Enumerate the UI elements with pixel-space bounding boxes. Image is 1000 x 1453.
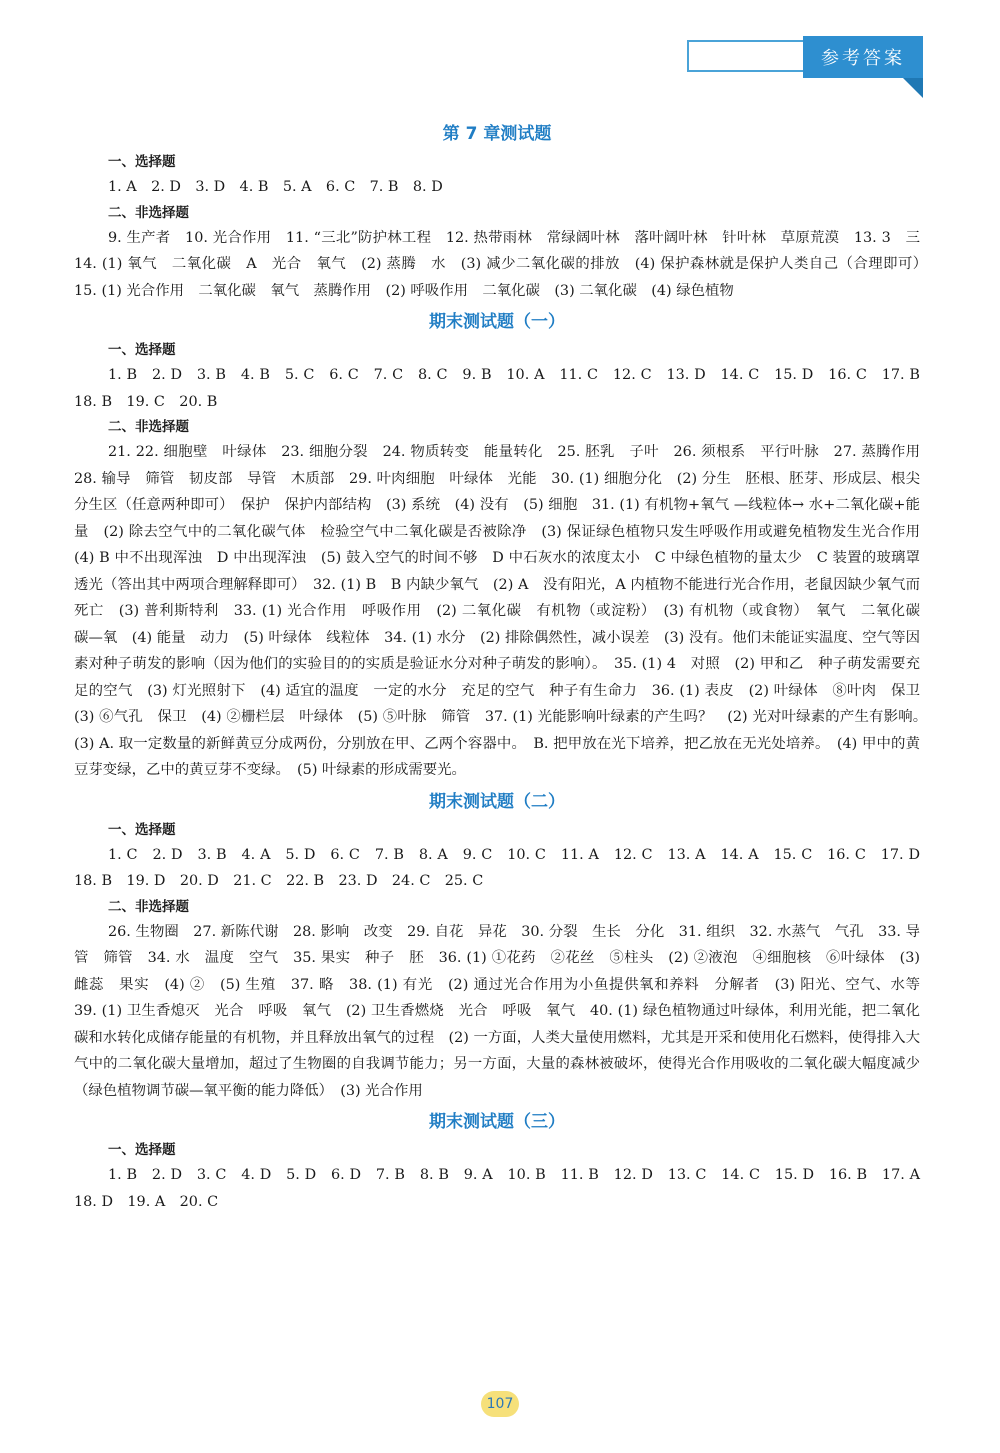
- section-final-test-1: [74, 310, 935, 784]
- nonchoice-heading: 二、非选择题: [108, 898, 189, 915]
- choice-heading: 一、选择题: [108, 821, 176, 838]
- section-title: 期末测试题（三）: [429, 1112, 565, 1132]
- section-title: 第 7 章测试题: [442, 124, 552, 144]
- section-title: 期末测试题（一）: [429, 312, 565, 332]
- page-number: 107: [481, 1391, 519, 1417]
- choice-answers: 1. C 2. D 3. B 4. A 5. D 6. C 7. B 8. A 9. C 10. C 11. A 12. C 13. A 14. A 15. C 16. C 17. D 18. B 19. D 20. D 21. C 22. B 23. D 24. C 25. C: [74, 846, 935, 889]
- nonchoice-answers: 26. 生物圈 27. 新陈代谢 28. 影响 改变 29. 自花 异花 30. 分裂 生长 分化 31. 组织 32. 水蒸气 气孔 33. 导管 筛管 34. 水 温度 空气 35. 果实 种子 胚 36. (1) ①花药 ②花丝 ⑤柱头 (2) ②液泡 ④细胞核 ⑥叶绿体 (3) 雌蕊 果实 (4) ② (5) 生殖 37. 略 38. (1) 有光 (2) 通过光合作用为小鱼提供氧和养料 分解者 (3) 阳光、空气、水等 39. (1) 卫生香熄灭 光合 呼吸 氧气 (2) 卫生香燃烧 光合 呼吸 氧气 40. (1) 绿色植物通过叶绿体，利用光能，把二氧化碳和水转化成储存能量的有机物，并且释放出氧气的过程 (2) 一方面，人类大量使用燃料，尤其是开采和使用化石燃料，使得排入大气中的二氧化碳大量增加，超过了生物圈的自我调节能力；另一方面，大量的森林被破坏，使得光合作用吸收的二氧化碳大幅度减少（绿色植物调节碳—氧平衡的能力降低） (3) 光合作用: [74, 923, 935, 1099]
- nonchoice-answers: 21. 22. 细胞壁 叶绿体 23. 细胞分裂 24. 物质转变 能量转化 25. 胚乳 子叶 26. 须根系 平行叶脉 27. 蒸腾作用 28. 输导 筛管 韧皮部 导管 木质部 29. 叶肉细胞 叶绿体 光能 30. (1) 细胞分化 (2) 分生 胚根、胚芽、形成层、根尖分生区（任意两种即可） 保护 保护内部结构 (3) 系统 (4) 没有 (5) 细胞 31. (1) 有机物+氧气 —线粒体→ 水+二氧化碳+能量 (2) 除去空气中的二氧化碳气体 检验空气中二氧化碳是否被除净 (3) 保证绿色植物只发生呼吸作用或避免植物发生光合作用 (4) B 中不出现浑浊 D 中出现浑浊 (5) 鼓入空气的时间不够 D 中石灰水的浓度太小 C 中绿色植物的量太少 C 装置的玻璃罩透光（答出其中两项合理解释即可） 32. (1) B B 内缺少氧气 (2) A 没有阳光，A 内植物不能进行光合作用，老鼠因缺少氧气而死亡 (3) 普利斯特利 33. (1) 光合作用 呼吸作用 (2) 二氧化碳 有机物（或淀粉） (3) 有机物（或食物） 氧气 二氧化碳 碳—氧 (4) 能量 动力 (5) 叶绿体 线粒体 34. (1) 水分 (2) 排除偶然性，减小误差 (3) 没有。他们未能证实温度、空气等因素对种子萌发的影响（因为他们的实验目的的实质是验证水分对种子萌发的影响）。 35. (1) 4 对照 (2) 甲和乙 种子萌发需要充足的空气 (3) 灯光照射下 (4) 适宜的温度 一定的水分 充足的空气 种子有生命力 36. (1) 表皮 (2) 叶绿体 ⑧叶肉 保卫 (3) ⑥气孔 保卫 (4) ②栅栏层 叶绿体 (5) ⑤叶脉 筛管 37. (1) 光能影响叶绿素的产生吗？ (2) 光对叶绿素的产生有影响。 (3) A. 取一定数量的新鲜黄豆分成两份，分别放在甲、乙两个容器中。 B. 把甲放在光下培养，把乙放在无光处培养。 (4) 甲中的黄豆芽变绿，乙中的黄豆芽不变绿。 (5) 叶绿素的形成需要光。: [74, 444, 935, 778]
- section-final-test-2: [74, 790, 935, 1105]
- nonchoice-heading: 二、非选择题: [108, 204, 189, 221]
- header-frame: [687, 40, 805, 72]
- choice-answers: 1. B 2. D 3. B 4. B 5. C 6. C 7. C 8. C 9. B 10. A 11. C 12. C 13. D 14. C 15. D 16. C 17. B 18. B 19. C 20. B: [74, 367, 935, 410]
- section-final-test-3: [74, 1110, 935, 1215]
- answer-content: [74, 116, 935, 1215]
- section-title: 期末测试题（二）: [429, 791, 565, 812]
- header-corner-decoration: [903, 78, 923, 98]
- nonchoice-answers: 9. 生产者 10. 光合作用 11. “三北”防护林工程 12. 热带雨林 常绿阔叶林 落叶阔叶林 针叶林 草原荒漠 13. 3 三 14. (1) 氧气 二氧化碳 A 光合 氧气 (2) 蒸腾 水 (3) 减少二氧化碳的排放 (4) 保护森林就是保护人类自己（合理即可） 15. (1) 光合作用 二氧化碳 氧气 蒸腾作用 (2) 呼吸作用 二氧化碳 (3) 二氧化碳 (4) 绿色植物: [74, 229, 935, 299]
- choice-heading: 一、选择题: [108, 342, 176, 358]
- choice-answers: 1. B 2. D 3. C 4. D 5. D 6. D 7. B 8. B 9. A 10. B 11. B 12. D 13. C 14. C 15. D 16. B 17. A 18. D 19. A 20. C: [74, 1167, 935, 1210]
- nonchoice-heading: 二、非选择题: [108, 419, 189, 435]
- choice-heading: 一、选择题: [108, 154, 176, 170]
- choice-heading: 一、选择题: [108, 1142, 176, 1158]
- section-chapter7-test: [74, 122, 935, 304]
- choice-answers: 1. A 2. D 3. D 4. B 5. A 6. C 7. B 8. D: [108, 179, 443, 195]
- header-answer-tab: 参考答案: [803, 36, 923, 78]
